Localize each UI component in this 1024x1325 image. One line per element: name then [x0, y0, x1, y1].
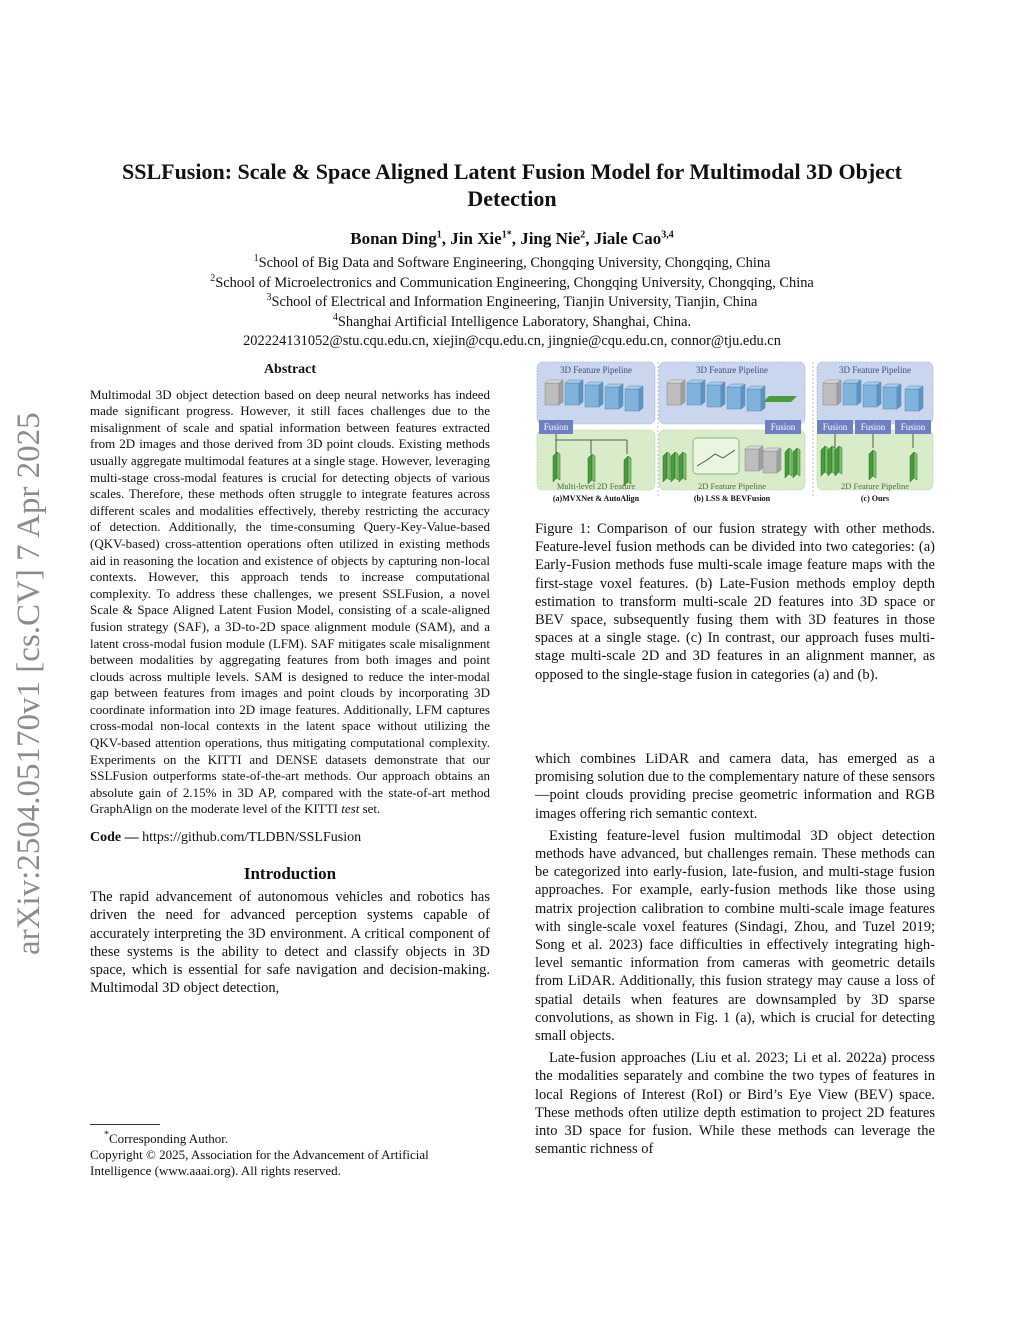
figure-panel-c [817, 362, 933, 503]
arxiv-side-stamp [8, 360, 48, 960]
intro-heading: Introduction [243, 863, 337, 883]
author-sup: 1 [436, 229, 442, 241]
fusion-label: Fusion [900, 422, 926, 432]
affiliation-sup: 3 [266, 292, 272, 304]
footnote-corresponding: *Corresponding Author. [104, 1129, 229, 1146]
affiliation-text: Shanghai Artificial Intelligence Laboratory, Shanghai, China. [337, 313, 692, 330]
abstract-body: Multimodal 3D object detection based on deep neural networks has indeed made significant progress. However, it still faces challenges due to the misalignment of scale and spatial information between features extracted from 2D images and those derived from 3D point clouds. Existing methods usually aggregate multimodal features at a single stage. However, leveraging multi-stage cross-modal features is crucial for detecting objects of various scales. Therefore, these methods often struggle to integrate features across different scales and modalities effectively, thereby restricting the accuracy of detection. Additionally, the time-consuming Query-Key-Value-based (QKV-based) cross-attention operations often utilized in existing methods aid in reasoning the location and existence of objects by capturing non-local contexts. However, this approach tends to increase computational complexity. To address these challenges, we present SSLFusion, a novel Scale & Space Aligned Latent Fusion Model, consisting of a scale-aligned fusion strategy (SAF), a 3D-to-2D space alignment module (SAM), and a latent cross-modal fusion module (LFM). SAF mitigates scale misalignment between modalities by aggregating features from both images and point clouds across multiple levels. SAM is designed to reduce the inter-modal gap between features from images and point clouds by incorporating 3D coordinate information into 2D image features. Additionally, LFM captures cross-modal non-local contexts in the latent space without utilizing the QKV-based attention operations, thus mitigating computational complexity. Experiments on the KITTI and DENSE datasets demonstrate that our SSLFusion outperforms state-of-the-art methods. Our approach obtains an absolute gain of 2.15% in 3D AP, compared with the state-of-art method GraphAlign on the moderate level of the KITTI [90, 386, 490, 817]
abstract-italic: test [341, 801, 360, 817]
panel-c-2d-label: 2D Feature Pipeline [841, 481, 909, 491]
figure-panel-b [659, 362, 805, 503]
code-line [90, 830, 490, 847]
affiliation-sup: 1 [253, 253, 259, 265]
author-sup: 3,4 [661, 229, 674, 241]
figure-panel-a [537, 362, 655, 503]
right-column [535, 750, 935, 1158]
panel-c-3d-label: 3D Feature Pipeline [839, 365, 911, 375]
code-link[interactable]: https://github.com/TLDBN/SSLFusion [142, 830, 362, 846]
affiliation-text: School of Big Data and Software Engineering, Chongqing University, Chongqing, China [258, 255, 771, 271]
fusion-label: Fusion [822, 422, 848, 432]
right-paragraph: Late-fusion approaches (Liu et al. 2023; Li et al. 2022a) process the modalities separately and combine the two types of features in local Regions of Interest (RoI) or Bird’s Eye View (BEV) space. These methods often utilize depth estimation to project 2D features into 3D space for fusion. While these methods can leverage the semantic richness of [535, 1050, 935, 1158]
affiliation [100, 293, 924, 313]
paper-title: SSLFusion: Scale & Space Aligned Latent Fusion Model for Multimodal 3D Object Detection [121, 159, 902, 211]
abstract-text [90, 387, 490, 818]
intro-text: The rapid advancement of autonomous vehicles and robotics has driven the need for advanced perception systems capable of accurately interpreting the 3D environment. A critical component of these systems is the ability to detect and classify objects in 3D space, which is essential for safe navigation and decision-making. Multimodal 3D object detection, [90, 889, 490, 997]
fusion-label: Fusion [860, 422, 886, 432]
affiliation [100, 313, 924, 333]
author-sup: 1* [501, 229, 512, 241]
panel-a-2d-label: Multi-level 2D Feature [556, 481, 636, 491]
author-name: Jing Nie [520, 229, 581, 248]
affiliation-text: School of Electrical and Information Engineering, Tianjin University, Tianjin, China [271, 294, 758, 310]
affiliations [100, 254, 924, 352]
right-paragraph: Existing feature-level fusion multimodal 3D object detection methods have advanced, but challenges remain. These methods can be categorized into early-fusion, late-fusion, and multi-stage fusion approaches. For example, early-fusion methods like those using matrix projection calibration to combine multi-scale image features with single-scale voxel features (Sindagi, Zhou, and Tuzel 2019; Song et al. 2023) face difficulties in effectively integrating high-level semantic information from cameras with geometric details from LiDAR. Additionally, this fusion strategy may cause a loss of spatial details when features are downsampled by 3D sparse convolutions, as shown in Fig. 1 (a), which is crucial for detecting small objects. [535, 827, 935, 1045]
author-name: Bonan Ding [350, 229, 437, 248]
panel-a-3d-label: 3D Feature Pipeline [560, 365, 632, 375]
abstract-heading: Abstract [263, 362, 317, 377]
affiliation-sup: 4 [332, 311, 338, 323]
figure-caption: Figure 1: Comparison of our fusion strategy with other methods. Feature-level fusion methods can be divided into two categories: (a) Early-Fusion methods fuse multi-scale image feature maps with the first-stage voxel features. (b) Late-Fusion methods employ depth estimation to transform multi-scale 2D features into 3D space or BEV space, subsequently fusing them with 3D features in those spaces at a single stage. (c) In contrast, our approach fuses multi-stage multi-scale 2D and 3D features in an alignment manner, as opposed to the single-stage fusion in categories (a) and (b). [535, 521, 935, 683]
footnote-rule [90, 1124, 160, 1125]
fusion-label: Fusion [770, 422, 796, 432]
figure-1 [535, 358, 935, 508]
arxiv-id: arXiv:2504.05170v1 [cs.CV] 7 Apr 2025 [11, 412, 47, 955]
author-name: Jin Xie [450, 229, 502, 248]
footnotes [90, 1124, 490, 1179]
affiliation [100, 254, 924, 274]
footnote-corresponding-text: Corresponding Author. [109, 1131, 229, 1146]
footnote-copyright: Copyright © 2025, Association for the Advancement of Artificial Intelligence (www.aaai.org). All rights reserved. [90, 1147, 429, 1178]
panel-b-2d-label: 2D Feature Pipeline [698, 481, 766, 491]
affiliation [100, 274, 924, 294]
panel-b-3d-label: 3D Feature Pipeline [696, 365, 768, 375]
code-label: Code — [90, 830, 139, 846]
panel-b-caption: (b) LSS & BEVFusion [693, 494, 771, 503]
abstract-end: set. [359, 801, 381, 817]
fusion-label: Fusion [543, 422, 569, 432]
author-list: Bonan Ding$^1$, Jin Xie$^{1*}$, Jing Nie$^2$, Jiale Cao$^{3,4}$ [350, 229, 674, 248]
affiliation-text: School of Microelectronics and Communication Engineering, Chongqing University, Chongqing, China [215, 274, 814, 291]
author-sup: 2 [580, 229, 586, 241]
left-column [90, 362, 490, 997]
email-list: 202224131052@stu.cqu.edu.cn, xiejin@cqu.edu.cn, jingnie@cqu.edu.cn, connor@tju.edu.cn [243, 333, 781, 349]
panel-c-caption: (c) Ours [860, 494, 890, 503]
author-name: Jiale Cao [593, 229, 662, 248]
affiliation-sup: 2 [210, 272, 216, 284]
panel-a-caption: (a)MVXNet & AutoAlign [552, 494, 640, 503]
right-paragraph: which combines LiDAR and camera data, has emerged as a promising solution due to the complementary nature of these sensors—point clouds providing precise geometric information and RGB images offering rich semantic context. [535, 751, 935, 822]
